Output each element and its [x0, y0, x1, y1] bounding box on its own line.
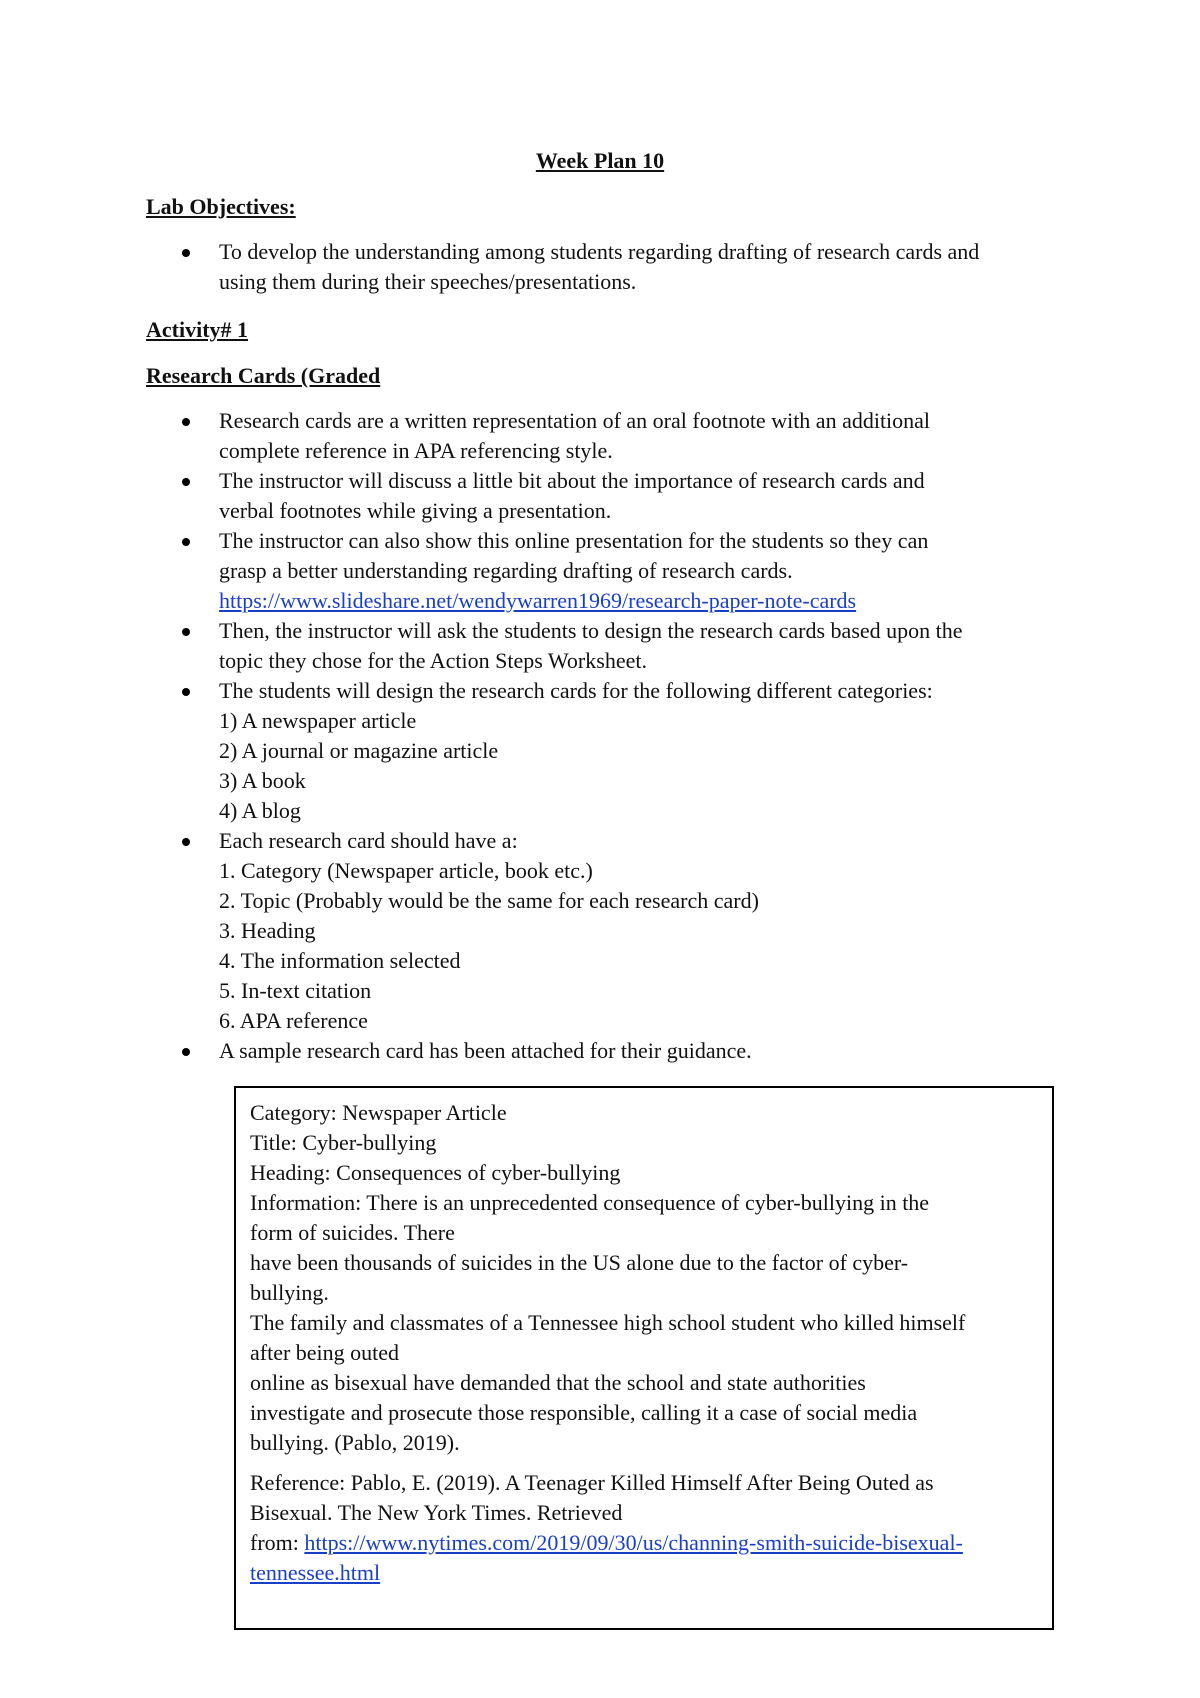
list-item: Research cards are a written representation of an oral footnote with an additional complete reference in APA referencing style. [146, 406, 1076, 466]
bullet-icon [182, 418, 190, 426]
bullet-icon [182, 538, 190, 546]
bullet-icon [182, 249, 190, 257]
card-information: after being outed [250, 1340, 400, 1365]
card-information: bullying. [250, 1280, 329, 1305]
card-information: have been thousands of suicides in the US alone due to the factor of cyber- [250, 1250, 909, 1275]
card-information: Information: There is an unprecedented consequence of cyber-bullying in the [250, 1190, 930, 1215]
bullet-icon [182, 628, 190, 636]
sample-research-card [234, 1086, 1054, 1630]
list-item: The instructor can also show this online presentation for the students so they can grasp a better understanding regarding drafting of research cards. https://www.slideshare.net/wendywarren1969/research-paper-note-cards [146, 526, 1076, 616]
card-information: investigate and prosecute those responsible, calling it a case of social media [250, 1400, 918, 1425]
research-cards-list [146, 406, 1076, 1066]
card-reference: Reference: Pablo, E. (2019). A Teenager Killed Himself After Being Outed as Bisexual. The New York Times. Retrieved from: https://www.nytimes.com/2019/09/30/us/channing-smith-suicide-bisexual- tennessee.html [250, 1470, 963, 1585]
bullet-icon [182, 838, 190, 846]
card-information: bullying. (Pablo, 2019). [250, 1430, 460, 1455]
list-item: Each research card should have a: 1. Category (Newspaper article, book etc.) 2. Topic (Probably would be the same for each research card) 3. Heading 4. The information selected 5. In-text citation 6. APA reference [146, 826, 1076, 1036]
bullet-icon [182, 1048, 190, 1056]
activity-heading: Activity# 1 [146, 317, 249, 342]
list-item: The students will design the research cards for the following different categories: 1) A newspaper article 2) A journal or magazine article 3) A book 4) A blog [146, 676, 1076, 826]
card-heading: Heading: Consequences of cyber-bullying [250, 1160, 621, 1185]
nytimes-link-continued[interactable]: tennessee.html [250, 1560, 381, 1585]
bullet-icon [182, 688, 190, 696]
slideshare-link[interactable]: https://www.slideshare.net/wendywarren1969/research-paper-note-cards [219, 588, 857, 613]
card-information: form of suicides. There [250, 1220, 455, 1245]
bullet-icon [182, 478, 190, 486]
card-information: online as bisexual have demanded that the school and state authorities [250, 1370, 866, 1395]
lab-objectives-list [146, 237, 1076, 297]
list-item: To develop the understanding among students regarding drafting of research cards and using them during their speeches/presentations. [146, 237, 1076, 297]
list-item: The instructor will discuss a little bit about the importance of research cards and verbal footnotes while giving a presentation. [146, 466, 1076, 526]
card-title: Title: Cyber-bullying [250, 1130, 437, 1155]
research-cards-heading: Research Cards (Graded [146, 363, 381, 388]
card-information: The family and classmates of a Tennessee high school student who killed himself [250, 1310, 966, 1335]
nytimes-link[interactable]: https://www.nytimes.com/2019/09/30/us/channing-smith-suicide-bisexual- [304, 1530, 963, 1555]
list-item: A sample research card has been attached for their guidance. [146, 1036, 1076, 1066]
page-title: Week Plan 10 [535, 148, 665, 173]
card-category: Category: Newspaper Article [250, 1100, 507, 1125]
list-item: Then, the instructor will ask the students to design the research cards based upon the topic they chose for the Action Steps Worksheet. [146, 616, 1076, 676]
lab-objectives-heading: Lab Objectives: [146, 194, 296, 219]
